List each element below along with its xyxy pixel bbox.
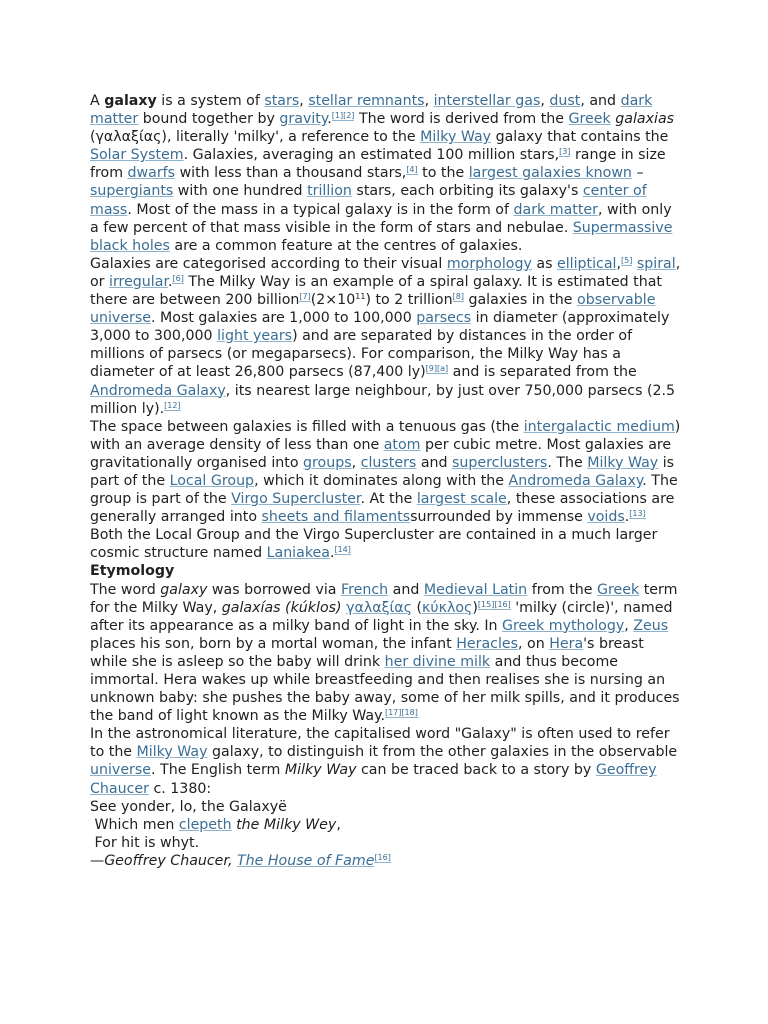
link-interstellar-gas[interactable]: interstellar gas bbox=[433, 93, 541, 109]
paragraph-literature bbox=[90, 725, 682, 797]
ref-15[interactable] bbox=[478, 600, 494, 610]
text: with less than a thousand stars, bbox=[175, 165, 407, 182]
section-heading-etymology: Etymology bbox=[90, 563, 175, 580]
text: term for the Milky Way, bbox=[90, 581, 678, 616]
link-virgo-supercluster[interactable]: Virgo Supercluster bbox=[231, 491, 361, 508]
text: is a system of bbox=[156, 93, 265, 109]
ref-link[interactable]: [a] bbox=[437, 364, 449, 374]
ref-2[interactable] bbox=[343, 111, 354, 121]
link-medieval-latin[interactable]: Medieval Latin bbox=[423, 581, 528, 598]
text: galaxies in the bbox=[463, 292, 578, 309]
link-greek-mythology[interactable]: Greek mythology bbox=[502, 617, 625, 634]
text: 'milky (circle)', named after its appearance as a milky band of light in the sky. In bbox=[90, 599, 673, 634]
text: (2×10 bbox=[310, 292, 356, 309]
text: and thus become immortal. Hera wakes up while breastfeeding and then realises she is nursing an unknown baby: she pushes the baby away, some of her milk spills, and it produces the band of light known as the Milky Way. bbox=[90, 653, 680, 725]
link-largest-galaxies[interactable]: largest galaxies known bbox=[468, 165, 632, 182]
italic-term: galaxías (kúklos) bbox=[221, 599, 342, 616]
ref-link[interactable]: [4] bbox=[406, 165, 418, 175]
text: , these associations are generally arranged into bbox=[90, 491, 675, 526]
ref-link[interactable]: [5] bbox=[621, 255, 633, 265]
exponent: 11 bbox=[355, 292, 366, 302]
ref-14[interactable] bbox=[334, 545, 350, 555]
text: stars, each orbiting its galaxy's bbox=[351, 183, 583, 200]
link-hera[interactable]: Hera bbox=[549, 635, 584, 652]
text: per cubic metre. Most galaxies are gravitationally organised into bbox=[90, 436, 672, 471]
text: The word is derived from the bbox=[354, 111, 569, 128]
link-solar-system[interactable]: Solar System bbox=[90, 147, 184, 164]
italic-term: galaxias bbox=[615, 111, 675, 128]
link-universe[interactable]: universe bbox=[90, 762, 152, 779]
text: (γαλαξίας), literally 'milky', a reference to the bbox=[90, 129, 421, 146]
link-dark-matter-2[interactable]: dark matter bbox=[513, 201, 598, 218]
text: and bbox=[388, 581, 424, 598]
text: . The bbox=[547, 454, 588, 471]
text: . The group is part of the bbox=[90, 472, 678, 508]
text: , bbox=[299, 93, 309, 109]
link-dust[interactable]: dust bbox=[549, 93, 581, 109]
link-stellar-remnants[interactable]: stellar remnants bbox=[308, 93, 425, 109]
link-greek-2[interactable]: Greek bbox=[597, 581, 640, 598]
link-geoffrey-chaucer[interactable]: Geoffrey Chaucer bbox=[90, 762, 657, 797]
italic-term: Milky Way bbox=[284, 762, 357, 779]
text: , bbox=[424, 93, 434, 109]
text: c. 1380: bbox=[148, 780, 212, 797]
link-clusters[interactable]: clusters bbox=[360, 454, 417, 471]
link-light-years[interactable]: light years bbox=[217, 328, 293, 345]
quote-line-2 bbox=[90, 816, 682, 834]
link-house-of-fame[interactable]: The House of Fame bbox=[236, 852, 375, 869]
link-spiral[interactable]: spiral bbox=[636, 255, 676, 272]
ref-4[interactable] bbox=[406, 165, 417, 175]
text: , bbox=[351, 454, 361, 471]
text: ) with an average density of less than one bbox=[90, 418, 681, 453]
ref-3[interactable] bbox=[559, 147, 570, 157]
ref-link[interactable]: [3] bbox=[559, 147, 571, 157]
link-voids[interactable]: voids bbox=[587, 509, 625, 526]
italic-term: galaxy bbox=[160, 581, 208, 598]
link-milky-way-3[interactable]: Milky Way bbox=[136, 744, 208, 761]
ref-link[interactable]: [7] bbox=[299, 292, 311, 302]
quote-line-3: For hit is whyt. bbox=[90, 834, 200, 851]
text: Both the Local Group and the Virgo Supercluster are contained in a much larger cosmic structure named bbox=[90, 527, 658, 562]
ref-12[interactable] bbox=[164, 401, 180, 411]
text: , on bbox=[518, 635, 550, 652]
link-largest-scale[interactable]: largest scale bbox=[416, 491, 507, 508]
text: . At the bbox=[360, 491, 417, 508]
ref-link[interactable]: [15] bbox=[477, 599, 495, 609]
ref-16-b[interactable] bbox=[374, 853, 390, 863]
text: to the bbox=[417, 165, 469, 182]
ref-6[interactable] bbox=[172, 274, 183, 284]
text: In the astronomical literature, the capitalised word "Galaxy" is often used to refer to the bbox=[90, 726, 670, 761]
link-observable-universe[interactable]: observable universe bbox=[90, 292, 656, 327]
ref-link[interactable]: [16] bbox=[374, 852, 391, 862]
blockquote bbox=[90, 798, 682, 870]
link-gravity[interactable]: gravity bbox=[279, 111, 328, 128]
link-milky-way[interactable]: Milky Way bbox=[420, 129, 492, 146]
ref-link[interactable]: [17] bbox=[384, 708, 402, 718]
link-heracles[interactable]: Heracles bbox=[456, 635, 519, 652]
quote-attribution bbox=[90, 852, 682, 870]
paragraph-etymology bbox=[90, 581, 682, 726]
text: , and bbox=[580, 93, 621, 109]
text: A bbox=[90, 93, 105, 109]
text: places his son, born by a mortal woman, the infant bbox=[90, 635, 457, 652]
italic-term: the Milky Wey bbox=[236, 816, 337, 833]
link-greek-word[interactable]: γαλαξίας bbox=[346, 599, 412, 616]
paragraph-intro bbox=[90, 92, 682, 255]
link-parsecs[interactable]: parsecs bbox=[416, 310, 472, 327]
link-groups[interactable]: groups bbox=[303, 454, 352, 471]
link-elliptical[interactable]: elliptical bbox=[556, 255, 617, 272]
ref-8[interactable] bbox=[453, 292, 464, 302]
link-greek[interactable]: Greek bbox=[568, 111, 611, 128]
paragraph-morphology bbox=[90, 255, 682, 418]
link-andromeda[interactable]: Andromeda Galaxy bbox=[90, 382, 226, 399]
text: from the bbox=[527, 581, 598, 598]
ref-link[interactable]: [2] bbox=[343, 111, 355, 121]
link-atom[interactable]: atom bbox=[383, 436, 421, 453]
ref-7[interactable] bbox=[299, 292, 310, 302]
text: Galaxies are categorised according to their visual bbox=[90, 255, 447, 272]
text: The word bbox=[90, 581, 161, 598]
ref-link[interactable]: [9] bbox=[425, 364, 438, 374]
quote-line-1: See yonder, lo, the Galaxyë bbox=[90, 798, 287, 815]
ref-link[interactable]: [18] bbox=[401, 708, 418, 718]
text: surrounded by immense bbox=[410, 509, 588, 526]
link-laniakea[interactable]: Laniakea bbox=[266, 545, 330, 562]
text: . bbox=[167, 273, 173, 290]
text: with one hundred bbox=[173, 183, 308, 200]
ref-18[interactable] bbox=[401, 708, 417, 718]
text: , its nearest large neighbour, by just over 750,000 parsecs (2.5 million ly). bbox=[90, 382, 676, 417]
text: . Galaxies, averaging an estimated 100 million stars, bbox=[183, 147, 560, 164]
text: The Milky Way is an example of a spiral galaxy. It is estimated that there are between 200 billion bbox=[90, 273, 662, 309]
link-dark-matter[interactable]: dark matter bbox=[90, 93, 653, 128]
text: . bbox=[329, 545, 335, 562]
link-andromeda-2[interactable]: Andromeda Galaxy bbox=[508, 472, 643, 489]
text: is part of the bbox=[90, 454, 675, 489]
ref-link[interactable]: [1] bbox=[331, 111, 344, 121]
ref-17[interactable] bbox=[385, 708, 401, 718]
text: , bbox=[624, 617, 634, 634]
ref-link[interactable]: [6] bbox=[172, 273, 184, 283]
link-superclusters[interactable]: superclusters bbox=[452, 454, 548, 471]
text: – bbox=[631, 165, 644, 182]
text: , which it dominates along with the bbox=[254, 472, 509, 489]
ref-5[interactable] bbox=[621, 256, 632, 266]
text: range in size from bbox=[90, 147, 666, 182]
text: . Most galaxies are 1,000 to 100,000 bbox=[151, 310, 417, 327]
link-supermassive-black-holes[interactable]: Supermassive black holes bbox=[90, 219, 673, 254]
ref-16[interactable] bbox=[494, 600, 510, 610]
link-supergiants[interactable]: supergiants bbox=[90, 183, 174, 200]
link-french[interactable]: French bbox=[341, 581, 389, 598]
text: , or bbox=[90, 255, 681, 290]
text: . bbox=[327, 111, 332, 128]
text: , bbox=[616, 255, 622, 272]
text: ) bbox=[472, 599, 478, 616]
link-trillion[interactable]: trillion bbox=[307, 183, 352, 200]
ref-link[interactable]: [12] bbox=[164, 400, 181, 410]
text: bound together by bbox=[138, 111, 280, 128]
link-stars[interactable]: stars bbox=[264, 93, 300, 109]
link-local-group[interactable]: Local Group bbox=[169, 472, 255, 489]
text: ) and are separated by distances in the order of millions of parsecs (or megaparsecs). For comparison, the Milky Way has a diameter of at least 26,800 parsecs (87,400 ly) bbox=[90, 328, 633, 381]
text: ) to 2 trillion bbox=[365, 292, 453, 309]
text: was borrowed via bbox=[207, 581, 341, 598]
attribution-text: —Geoffrey Chaucer, bbox=[90, 852, 237, 869]
link-divine-milk[interactable]: her divine milk bbox=[384, 653, 491, 670]
text: and is separated from the bbox=[448, 364, 637, 381]
link-dwarfs[interactable]: dwarfs bbox=[127, 165, 176, 182]
text: as bbox=[531, 255, 557, 272]
link-irregular[interactable]: irregular bbox=[109, 273, 168, 290]
text: Which men bbox=[90, 816, 179, 833]
ref-9[interactable] bbox=[426, 364, 437, 374]
text: . Most of the mass in a typical galaxy is in the form of bbox=[127, 201, 514, 218]
text: are a common feature at the centres of galaxies. bbox=[169, 237, 523, 254]
text: , bbox=[540, 93, 550, 109]
text: and bbox=[416, 454, 453, 471]
bold-term: galaxy bbox=[104, 93, 157, 109]
ref-link[interactable]: [8] bbox=[452, 292, 464, 302]
text: in diameter (approximately 3,000 to 300,000 bbox=[90, 310, 670, 345]
link-center-of-mass[interactable]: center of mass bbox=[90, 183, 647, 218]
link-kuklos[interactable]: κύκλος bbox=[422, 599, 473, 616]
ref-link[interactable]: [16] bbox=[494, 599, 511, 609]
text: 's breast while she is asleep so the baby will drink bbox=[90, 635, 644, 670]
ref-1[interactable] bbox=[332, 111, 343, 121]
text: can be traced back to a story by bbox=[356, 762, 596, 779]
text: . bbox=[624, 509, 630, 526]
ref-link[interactable]: [13] bbox=[629, 509, 646, 519]
text: , with only a few percent of that mass visible in the form of stars and nebulae. bbox=[90, 201, 672, 236]
text: , bbox=[336, 816, 341, 833]
article-body bbox=[90, 92, 682, 870]
text: galaxy, to distinguish it from the other galaxies in the observable bbox=[207, 744, 678, 761]
note-a[interactable] bbox=[437, 364, 448, 374]
link-clepeth[interactable]: clepeth bbox=[178, 816, 232, 833]
link-sheets-filaments[interactable]: sheets and filaments bbox=[261, 509, 411, 526]
paragraph-intergalactic bbox=[90, 418, 682, 563]
text: . The English term bbox=[151, 762, 285, 779]
link-intergalactic-medium[interactable]: intergalactic medium bbox=[523, 418, 675, 435]
link-zeus[interactable]: Zeus bbox=[633, 617, 669, 634]
link-milky-way-2[interactable]: Milky Way bbox=[587, 454, 659, 471]
text: ( bbox=[411, 599, 423, 616]
text: galaxy that contains the bbox=[491, 129, 669, 146]
text: The space between galaxies is filled with a tenuous gas (the bbox=[90, 418, 524, 435]
ref-link[interactable]: [14] bbox=[334, 545, 351, 555]
ref-13[interactable] bbox=[629, 509, 645, 519]
link-morphology[interactable]: morphology bbox=[446, 255, 532, 272]
